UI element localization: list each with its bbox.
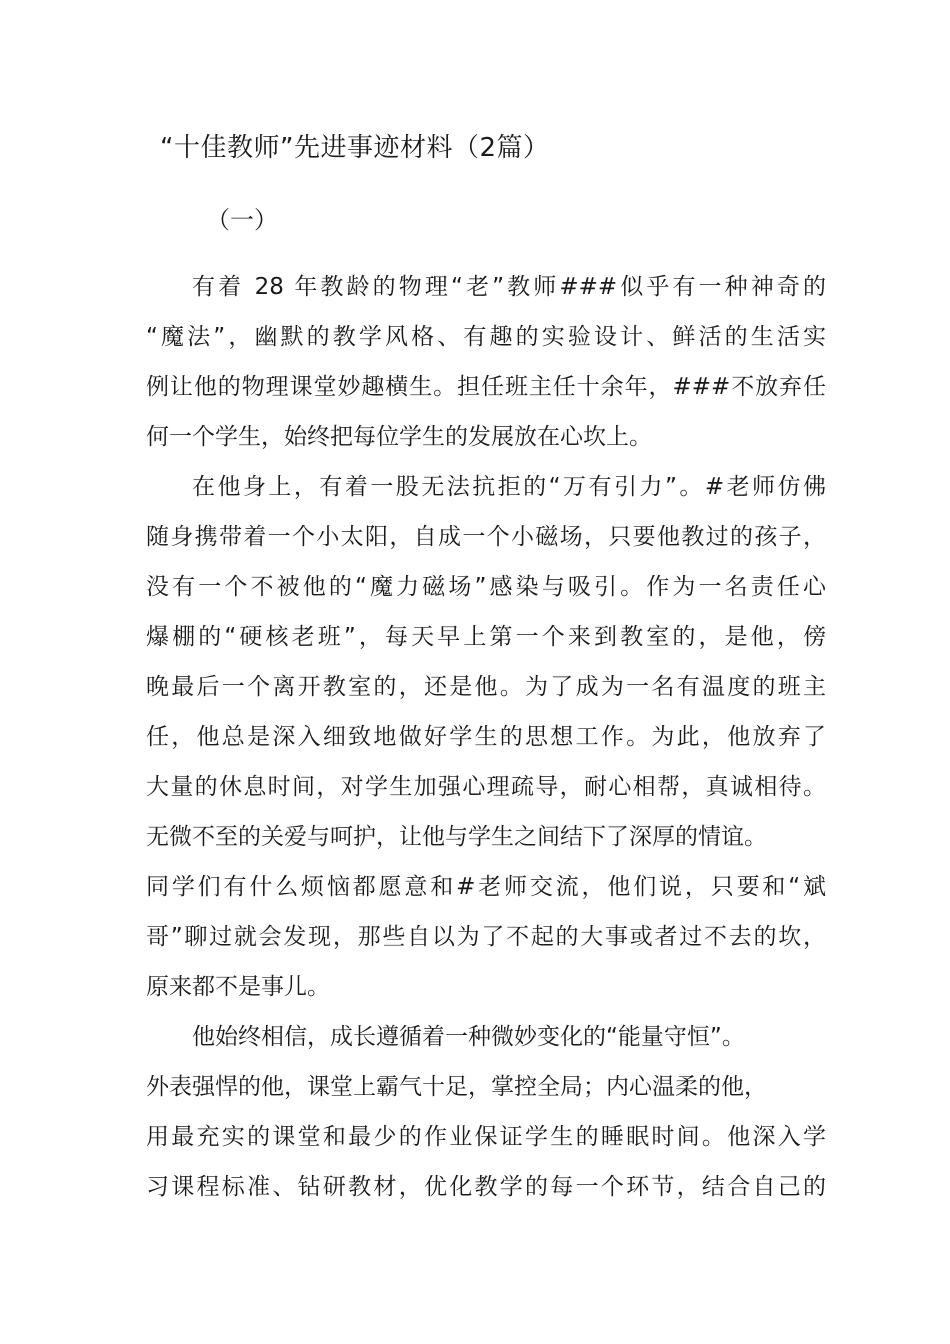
text-line: 他始终相信，成长遵循着一种微妙变化的“能量守恒”。	[192, 1024, 745, 1050]
document-body	[146, 262, 826, 1212]
paragraph-1	[146, 262, 826, 462]
text-line: 何一个学生，始终把每位学生的发展放在心坎上。	[146, 424, 652, 450]
text-line: 大量的休息时间，对学生加强心理疏导，耐心相帮，真诚相待。	[146, 774, 826, 800]
text-line: 没有一个不被他的“魔力磁场”感染与吸引。作为一名责任心	[146, 574, 826, 600]
document-title: “十佳教师”先进事迹材料（2篇）	[160, 133, 550, 163]
text-line: 晚最后一个离开教室的，还是他。为了成为一名有温度的班主	[146, 674, 826, 700]
text-line: 随身携带着一个小太阳，自成一个小磁场，只要他教过的孩子，	[146, 524, 826, 550]
text-line: 外表强悍的他，课堂上霸气十足，掌控全局；内心温柔的他，	[146, 1074, 767, 1100]
text-line: 习课程标准、钻研教材，优化教学的每一个环节，结合自己的	[146, 1174, 826, 1200]
text-line: 在他身上，有着一股无法抗拒的“万有引力”。#老师仿佛	[192, 474, 826, 500]
paragraph-3	[146, 1012, 826, 1212]
text-line: 同学们有什么烦恼都愿意和#老师交流，他们说，只要和“斌	[146, 874, 826, 900]
text-line: 爆棚的“硬核老班”，每天早上第一个来到教室的，是他，傍	[146, 624, 826, 650]
text-line: 无微不至的关爱与呵护，让他与学生之间结下了深厚的情谊。	[146, 824, 767, 850]
text-line: 哥”聊过就会发现，那些自以为了不起的大事或者过不去的坎，	[146, 924, 826, 950]
text-line: 任，他总是深入细致地做好学生的思想工作。为此，他放弃了	[146, 724, 826, 750]
text-line: 有着 28 年教龄的物理“老”教师###似乎有一种神奇的	[192, 274, 826, 300]
text-line: 用最充实的课堂和最少的作业保证学生的睡眠时间。他深入学	[146, 1124, 826, 1150]
section-heading: （一）	[206, 206, 278, 234]
text-line: 例让他的物理课堂妙趣横生。担任班主任十余年，###不放弃任	[146, 374, 826, 400]
text-line: 原来都不是事儿。	[146, 974, 330, 1000]
text-line: “魔法”，幽默的教学风格、有趣的实验设计、鲜活的生活实	[146, 324, 826, 350]
paragraph-2	[146, 462, 826, 1012]
